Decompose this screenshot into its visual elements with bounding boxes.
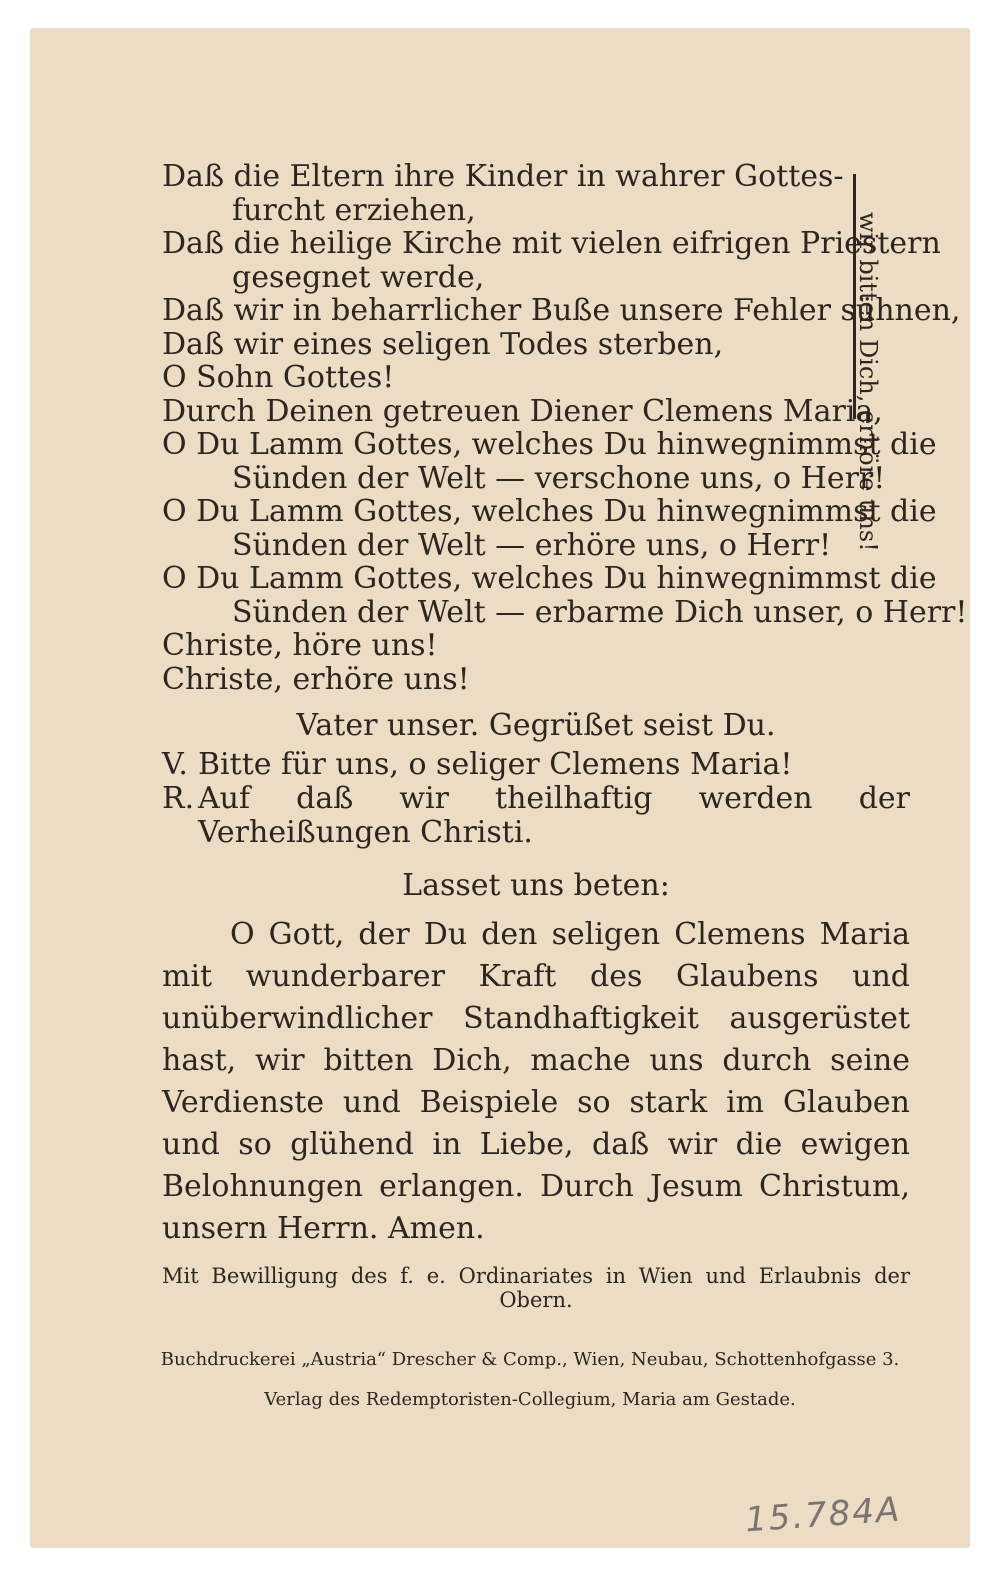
agnus-dei-line: Sünden der Welt — verschone uns, o Herr! xyxy=(232,460,886,496)
agnus-dei-line: Sünden der Welt — erhöre uns, o Herr! xyxy=(232,527,832,563)
printer-line: Buchdruckerei „Austria“ Drescher & Comp., Wien, Neubau, Schottenhofgasse 3. xyxy=(160,1349,900,1370)
versicle-label: V. xyxy=(162,747,188,782)
agnus-dei-line: Sünden der Welt — erbarme Dich unser, o Herr! xyxy=(232,594,968,630)
agnus-dei-line: O Du Lamm Gottes, welches Du hinwegnimmst die xyxy=(162,427,937,462)
collect-prayer: O Gott, der Du den seligen Clemens Maria mit wunderbarer Kraft des Glaubens und unüberwindlicher Standhaftigkeit ausgerüstet hast, wir bitten Dich, mache uns durch seine Verdienste und Beispiele so stark im Glauben und so glühend in Liebe, daß wir die ewigen Belohnungen erlangen. Durch Jesum Christum, unsern Herrn. Amen. xyxy=(162,917,910,1246)
agnus-dei-line: O Du Lamm Gottes, welches Du hinwegnimmst die xyxy=(162,561,937,596)
response-label: R. xyxy=(162,781,195,816)
approbation-note: Mit Bewilligung des f. e. Ordinariates in Wien und Erlaubnis der Obern. xyxy=(162,1264,910,1312)
petition-line: Daß wir in beharrlicher Buße unsere Fehler sühnen, xyxy=(162,293,961,328)
petition-line: furcht erziehen, xyxy=(232,192,476,228)
oremus-heading: Lasset uns beten: xyxy=(402,868,670,903)
agnus-dei-line: O Du Lamm Gottes, welches Du hinwegnimmst die xyxy=(162,494,937,529)
christe-line: Christe, höre uns! xyxy=(162,628,438,663)
versicle xyxy=(162,748,910,782)
petition-line: O Sohn Gottes! xyxy=(162,360,395,395)
pater-ave-line: Vater unser. Gegrüßet seist Du. xyxy=(296,708,776,743)
petition-line: Durch Deinen getreuen Diener Clemens Maria, xyxy=(162,393,883,429)
bracket-response: wir bitten Dich, erhöre uns! xyxy=(854,212,882,552)
christe-line: Christe, erhöre uns! xyxy=(162,661,470,697)
archive-number: 15.784A xyxy=(743,1489,903,1541)
petition-line: gesegnet werde, xyxy=(232,259,485,295)
petition-line: Daß wir eines seligen Todes sterben, xyxy=(162,326,724,362)
imprint xyxy=(150,1345,910,1419)
document-text xyxy=(162,159,968,1333)
versicle-text: Bitte für uns, o seliger Clemens Maria! xyxy=(198,747,793,782)
petition-line: Daß die Eltern ihre Kinder in wahrer Gottes- xyxy=(162,159,844,194)
petition-line: Daß die heilige Kirche mit vielen eifrigen Priestern xyxy=(162,226,941,261)
litany xyxy=(162,159,968,697)
versicle-response xyxy=(162,748,910,850)
response-text: Auf daß wir theilhaftig werden der Verheißungen Christi. xyxy=(198,781,910,850)
response xyxy=(162,782,910,850)
agnus-dei-block xyxy=(162,427,968,630)
publisher-line: Verlag des Redemptoristen-Collegium, Maria am Gestade. xyxy=(264,1389,796,1410)
